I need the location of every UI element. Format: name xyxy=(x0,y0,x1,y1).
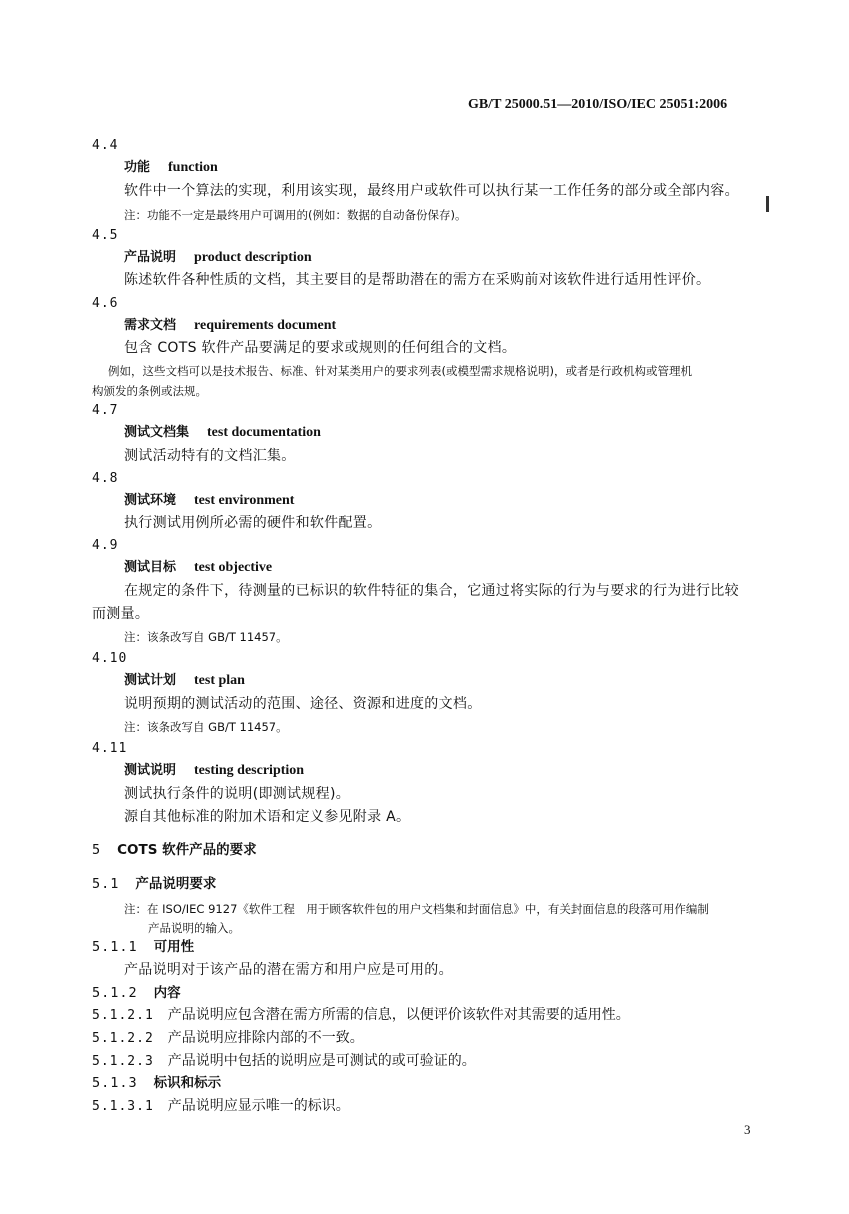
term-en: testing description xyxy=(194,763,305,778)
term-zh: 测试环境 xyxy=(124,493,177,508)
subsection-note: 产品说明的输入。 xyxy=(148,921,240,935)
term-definition: 在规定的条件下，待测量的已标识的软件特征的集合，它通过将实际的行为与要求的行为进行比较 xyxy=(124,583,739,599)
clause-number: 5.1.3.1 xyxy=(92,1099,154,1114)
term-zh: 测试计划 xyxy=(124,673,177,688)
term-zh: 测试文档集 xyxy=(124,425,190,440)
clause-number: 5.1.2.2 xyxy=(92,1031,154,1046)
annex-reference: 源自其他标准的附加术语和定义参见附录 A。 xyxy=(124,809,411,825)
subsection-number: 5.1.3 xyxy=(92,1075,138,1091)
section-heading xyxy=(92,841,257,859)
term-number: 4.8 xyxy=(92,471,119,486)
term-note: 注：该条改写自 GB/T 11457。 xyxy=(124,720,288,734)
subsection-note: 注：在 ISO/IEC 9127《软件工程 用于顾客软件包的用户文档集和封面信息》中，有关封面信息的段落可用作编制 xyxy=(124,902,709,916)
term-en: test objective xyxy=(194,560,273,575)
term-heading xyxy=(124,762,304,780)
term-en: test documentation xyxy=(207,425,321,440)
term-example: 构颁发的条例或法规。 xyxy=(92,384,207,398)
clause-text: 产品说明应显示唯一的标识。 xyxy=(167,1098,350,1114)
term-en: test environment xyxy=(194,493,295,508)
term-en: product description xyxy=(194,250,312,265)
section-number: 5 xyxy=(92,842,102,858)
subsection-heading xyxy=(92,938,194,956)
term-heading xyxy=(124,424,321,442)
subsection-heading xyxy=(92,875,216,893)
term-heading xyxy=(124,317,336,335)
subsection-number: 5.1.1 xyxy=(92,939,138,955)
clause xyxy=(92,1097,350,1116)
term-note: 注：功能不一定是最终用户可调用的(例如：数据的自动备份保存)。 xyxy=(124,208,467,222)
term-definition: 执行测试用例所必需的硬件和软件配置。 xyxy=(124,515,382,531)
subsection-title: 产品说明要求 xyxy=(135,876,217,892)
term-en: requirements document xyxy=(194,318,337,333)
subsection-heading xyxy=(92,1074,221,1092)
subsection-heading xyxy=(92,984,181,1002)
term-definition: 测试活动特有的文档汇集。 xyxy=(124,448,296,464)
term-en: test plan xyxy=(194,673,245,688)
clause-text: 产品说明对于该产品的潜在需方和用户应是可用的。 xyxy=(124,962,453,978)
clause-text: 产品说明中包括的说明应是可测试的或可验证的。 xyxy=(167,1053,476,1069)
term-heading xyxy=(124,159,218,177)
term-zh: 测试目标 xyxy=(124,560,177,575)
subsection-number: 5.1 xyxy=(92,876,120,892)
clause-number: 5.1.2.1 xyxy=(92,1008,154,1023)
page-number: 3 xyxy=(744,1122,751,1137)
term-definition: 测试执行条件的说明(即测试规程)。 xyxy=(124,786,351,802)
term-definition: 说明预期的测试活动的范围、途径、资源和进度的文档。 xyxy=(124,696,482,712)
clause-text: 产品说明应排除内部的不一致。 xyxy=(167,1030,364,1046)
term-zh: 需求文档 xyxy=(124,318,177,333)
term-number: 4.5 xyxy=(92,228,119,243)
term-zh: 产品说明 xyxy=(124,250,177,265)
subsection-title: 可用性 xyxy=(153,939,195,955)
subsection-title: 标识和标示 xyxy=(153,1075,222,1091)
term-definition: 包含 COTS 软件产品要满足的要求或规则的任何组合的文档。 xyxy=(124,340,517,356)
clause xyxy=(92,1006,630,1025)
term-number: 4.10 xyxy=(92,651,128,666)
term-note: 注：该条改写自 GB/T 11457。 xyxy=(124,630,288,644)
term-number: 4.7 xyxy=(92,403,119,418)
term-definition: 而测量。 xyxy=(92,606,150,622)
clause-text: 产品说明应包含潜在需方所需的信息，以便评价该软件对其需要的适用性。 xyxy=(167,1007,630,1023)
term-zh: 测试说明 xyxy=(124,763,177,778)
term-heading xyxy=(124,672,245,690)
standard-id-header: GB/T 25000.51—2010/ISO/IEC 25051:2006 xyxy=(468,97,728,112)
term-zh: 功能 xyxy=(124,160,151,175)
term-definition: 陈述软件各种性质的文档，其主要目的是帮助潜在的需方在采购前对该软件进行适用性评价。 xyxy=(124,272,711,288)
term-heading xyxy=(124,249,312,267)
term-number: 4.4 xyxy=(92,138,119,153)
term-definition: 软件中一个算法的实现，利用该实现，最终用户或软件可以执行某一工作任务的部分或全部内容。 xyxy=(124,183,739,199)
term-number: 4.6 xyxy=(92,296,119,311)
term-example: 例如，这些文档可以是技术报告、标准、针对某类用户的要求列表(或模型需求规格说明)，或者是行政机构或管理机 xyxy=(108,364,692,378)
clause-number: 5.1.2.3 xyxy=(92,1054,154,1069)
term-en: function xyxy=(168,160,218,175)
term-number: 4.11 xyxy=(92,741,128,756)
margin-mark xyxy=(766,196,769,212)
subsection-title: 内容 xyxy=(153,985,181,1001)
term-heading xyxy=(124,492,294,510)
term-heading xyxy=(124,559,272,577)
term-number: 4.9 xyxy=(92,538,119,553)
clause xyxy=(92,1029,364,1048)
subsection-number: 5.1.2 xyxy=(92,985,138,1001)
section-title: COTS 软件产品的要求 xyxy=(117,842,257,858)
clause xyxy=(92,1052,476,1071)
